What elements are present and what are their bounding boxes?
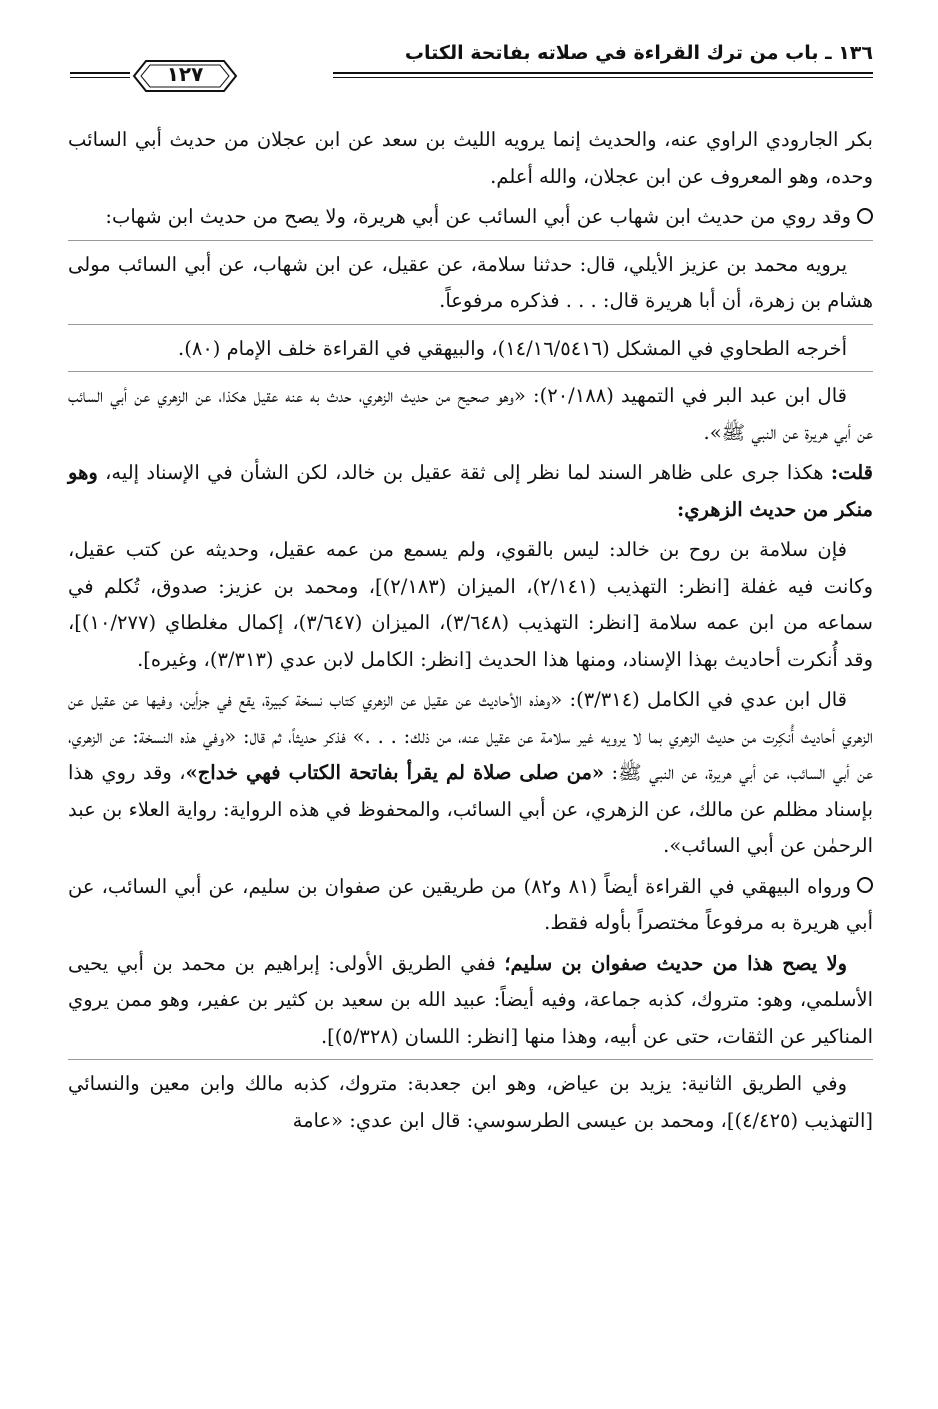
paragraph-text: بكر الجارودي الراوي عنه، والحديث إنما يرويه الليث بن سعد عن ابن عجلان من حديث أبي السائب وحده، وهو المعروف عن ابن عجلان، والله أعلم.: [68, 128, 873, 188]
paragraph-text: قال ابن عبد البر في التمهيد (٢٠/١٨٨): «وهو صحيح من حديث الزهري، حدث به عنه عقيل هكذا، عن الزهري عن أبي السائب عن أبي هريرة عن النبي ﷺ».: [68, 384, 873, 444]
paragraph: [68, 247, 873, 320]
circle-marker-icon: [857, 877, 873, 893]
paragraph: [68, 199, 873, 236]
paragraph: [68, 122, 873, 195]
header-rule: [333, 72, 873, 74]
page-number: ١٢٧: [166, 62, 204, 86]
paragraph: [68, 378, 873, 451]
paragraph-text: ورواه البيهقي في القراءة أيضاً (٨١ و٨٢) من طريقين عن صفوان بن سليم، عن أبي السائب، عن أبي هريرة به مرفوعاً مختصراً بأوله فقط.: [68, 874, 873, 934]
separator: [68, 240, 873, 241]
paragraph-text: وفي الطريق الثانية: يزيد بن عياض، وهو ابن جعدبة: متروك، كذبه مالك وابن معين والنسائي [التهذيب (٤/٤٢٥)]، ومحمد بن عيسى الطرسوسي: قال ابن عدي: «عامة: [68, 1072, 873, 1132]
paragraph: [68, 946, 873, 1056]
page-header: [70, 42, 873, 97]
header-rule-left-thin: [70, 77, 130, 78]
bold-text: ولا يصح هذا من حديث صفوان بن سليم؛: [504, 951, 847, 975]
paragraph-text: أخرجه الطحاوي في المشكل (١٤/١٦/٥٤١٦)، والبيهقي في القراءة خلف الإمام (٨٠).: [178, 336, 847, 360]
circle-marker-icon: [857, 208, 873, 224]
header-rule-left: [70, 72, 130, 74]
page-number-badge: [132, 59, 238, 93]
separator: [68, 1059, 873, 1060]
paragraph: [68, 455, 873, 528]
separator: [68, 324, 873, 325]
paragraph: [68, 331, 873, 368]
bold-text: وهو منكر من حديث الزهري:: [68, 461, 873, 521]
paragraph-text: قال ابن عدي في الكامل (٣/٣١٤): «وهذه الأحاديث عن عقيل عن الزهري كتاب نسخة كبيرة، يقع في جزأين، وفيها عن عقيل عن الزهري أحاديث أُنكِرت من حديث الزهري بما لا يرويه غير سلامة عن عقيل عنه، من ذلك: . . .» فذكر حديثاً، ثم قال: «وفي هذه النسخة: عن الزهري، عن أبي السائب، عن أبي هريرة، عن النبي ﷺ:: [68, 688, 873, 784]
paragraph-text: وقد روي من حديث ابن شهاب عن أبي السائب عن أبي هريرة، ولا يصح من حديث ابن شهاب:: [105, 205, 851, 228]
paragraph: [68, 532, 873, 678]
separator: [68, 371, 873, 372]
paragraph-text: ففي الطريق الأولى: إبراهيم بن محمد بن أبي يحيى الأسلمي، وهو: متروك، كذبه جماعة، وفيه أيضاً: عبيد الله بن سعيد بن كثير بن عفير، وهو ممن يروي المناكير عن الثقات، حتى عن أبيه، وهذا منها [انظر: اللسان (٥/٣٢٨)].: [68, 951, 873, 1048]
paragraph-text: فإن سلامة بن روح بن خالد: ليس بالقوي، ولم يسمع من عمه عقيل، وحديثه عن كتب عقيل، وكانت فيه غفلة [انظر: التهذيب (٢/١٤١)، الميزان (٢/١٨٣)]، ومحمد بن عزيز: صدوق، تُكلم في سماعه من ابن عمه سلامة [انظر: التهذيب (٣/٦٤٨)، الميزان (٣/٦٤٧)، إكمال مغلطاي (١٠/٢٧٧)]، وقد أُنكرت أحاديث بهذا الإسناد، ومنها هذا الحديث [انظر: الكامل لابن عدي (٣/٣١٣)، وغيره].: [68, 538, 874, 671]
lead-word: قلت:: [830, 461, 873, 484]
bold-text: «من صلى صلاة لم يقرأ بفاتحة الكتاب فهي خداج»: [185, 761, 605, 784]
paragraph: [68, 1066, 873, 1139]
paragraph-text: ، وقد روي هذا بإسناد مظلم عن مالك، عن الزهري، عن أبي السائب، والمحفوظ في هذه الرواية: رواية العلاء بن عبد الرحمٰن عن أبي السائب».: [68, 761, 873, 857]
paragraph: [68, 869, 873, 942]
paragraph: [68, 682, 873, 865]
header-rule-thin: [333, 77, 873, 78]
paragraph-text: هكذا جرى على ظاهر السند لما نظر إلى ثقة عقيل بن خالد، لكن الشأن في الإسناد إليه،: [97, 461, 831, 484]
running-title: ١٣٦ ـ باب من ترك القراءة في صلاته بفاتحة الكتاب: [404, 42, 873, 64]
paragraph-text: يرويه محمد بن عزيز الأيلي، قال: حدثنا سلامة، عن عقيل، عن ابن شهاب، عن أبي السائب مولى هشام بن زهرة، أن أبا هريرة قال: . . . فذكره مرفوعاً.: [68, 252, 873, 312]
main-text: [68, 122, 873, 1143]
